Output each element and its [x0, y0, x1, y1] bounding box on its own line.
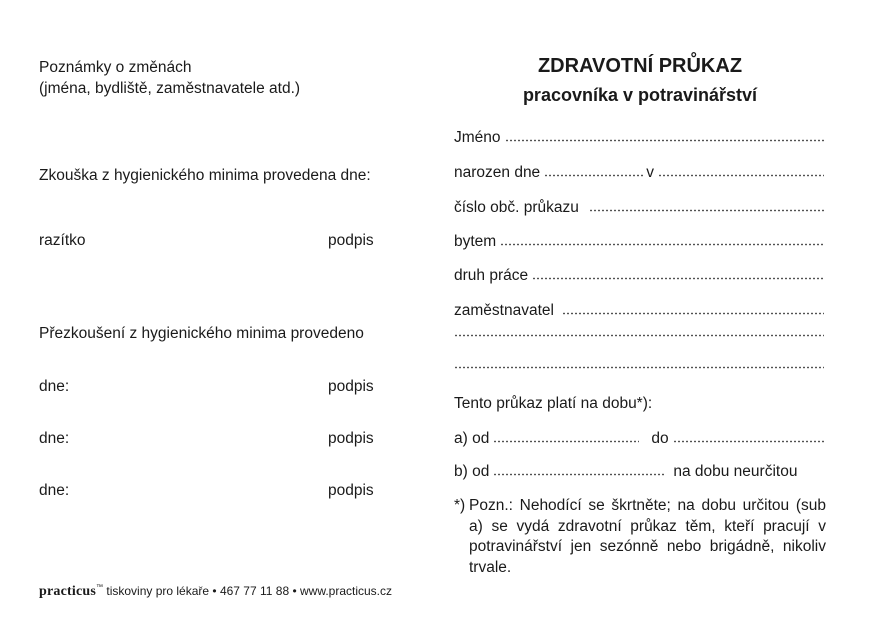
footer [39, 584, 392, 600]
brand-logo: practicus [39, 584, 97, 599]
field-employer-label: zaměstnavatel [454, 302, 554, 319]
fill-line [505, 139, 824, 142]
option-a [454, 430, 824, 448]
field-id-card [454, 199, 824, 217]
fill-line [562, 312, 824, 315]
field-address [454, 233, 824, 251]
field-work-type-label: druh práce [454, 267, 529, 284]
fill-line [589, 209, 824, 212]
fill-line [454, 334, 824, 337]
field-work-type [454, 267, 824, 285]
option-a-to-label: do [651, 430, 669, 447]
field-name [454, 129, 824, 147]
fill-line [493, 440, 639, 443]
signature-label: podpis [328, 232, 374, 249]
fill-line [544, 174, 644, 177]
notes-subtitle: (jména, bydliště, zaměstnavatele atd.) [39, 80, 301, 97]
card-subtitle: pracovníka v potravinářství [522, 85, 758, 105]
fill-line [500, 243, 824, 246]
footnote-mark: *) [454, 497, 466, 514]
option-b-label: b) od [454, 463, 490, 480]
fill-line [658, 174, 824, 177]
fill-line [532, 277, 824, 280]
footnote-text: Pozn.: Nehodící se škrtněte; na dobu určitou (sub a) se vydá zdravotní průkaz těm, kteří pracují v potravinářství jen sezónně nebo brigádně, nikoliv trvale. [469, 497, 826, 576]
reexam-signature-label: podpis [328, 378, 374, 395]
option-b [454, 463, 824, 481]
blank-line [454, 368, 824, 371]
reexam-date-label: dne: [39, 482, 70, 499]
reexam-signature-label: podpis [328, 482, 374, 499]
field-born-in-label: v [646, 164, 654, 181]
option-a-label: a) od [454, 430, 490, 447]
reexam-signature-label: podpis [328, 430, 374, 447]
option-b-suffix: na dobu neurčitou [673, 463, 798, 480]
field-address-label: bytem [454, 233, 497, 250]
exam-done-label: Zkouška z hygienického minima provedena dne: [39, 167, 371, 184]
fill-line [493, 473, 665, 476]
blank-line [454, 336, 824, 339]
stamp-label: razítko [39, 232, 86, 249]
field-id-card-label: číslo obč. průkazu [454, 199, 579, 216]
footer-text: tiskoviny pro lékaře • 467 77 11 88 • www.practicus.cz [106, 584, 393, 598]
field-name-label: Jméno [454, 129, 501, 146]
validity-title: Tento průkaz platí na dobu*): [454, 395, 653, 412]
fill-line [454, 366, 824, 369]
footnote [454, 496, 826, 578]
reexam-label: Přezkoušení z hygienického minima provedeno [39, 325, 364, 342]
card-title: ZDRAVOTNÍ PRŮKAZ [537, 55, 743, 77]
trademark-mark: ™ [96, 584, 104, 591]
fill-line [673, 440, 824, 443]
reexam-date-label: dne: [39, 378, 70, 395]
field-born-label: narozen dne [454, 164, 541, 181]
notes-title: Poznámky o změnách [39, 59, 192, 76]
field-born [454, 164, 824, 182]
reexam-date-label: dne: [39, 430, 70, 447]
field-employer [454, 302, 824, 320]
